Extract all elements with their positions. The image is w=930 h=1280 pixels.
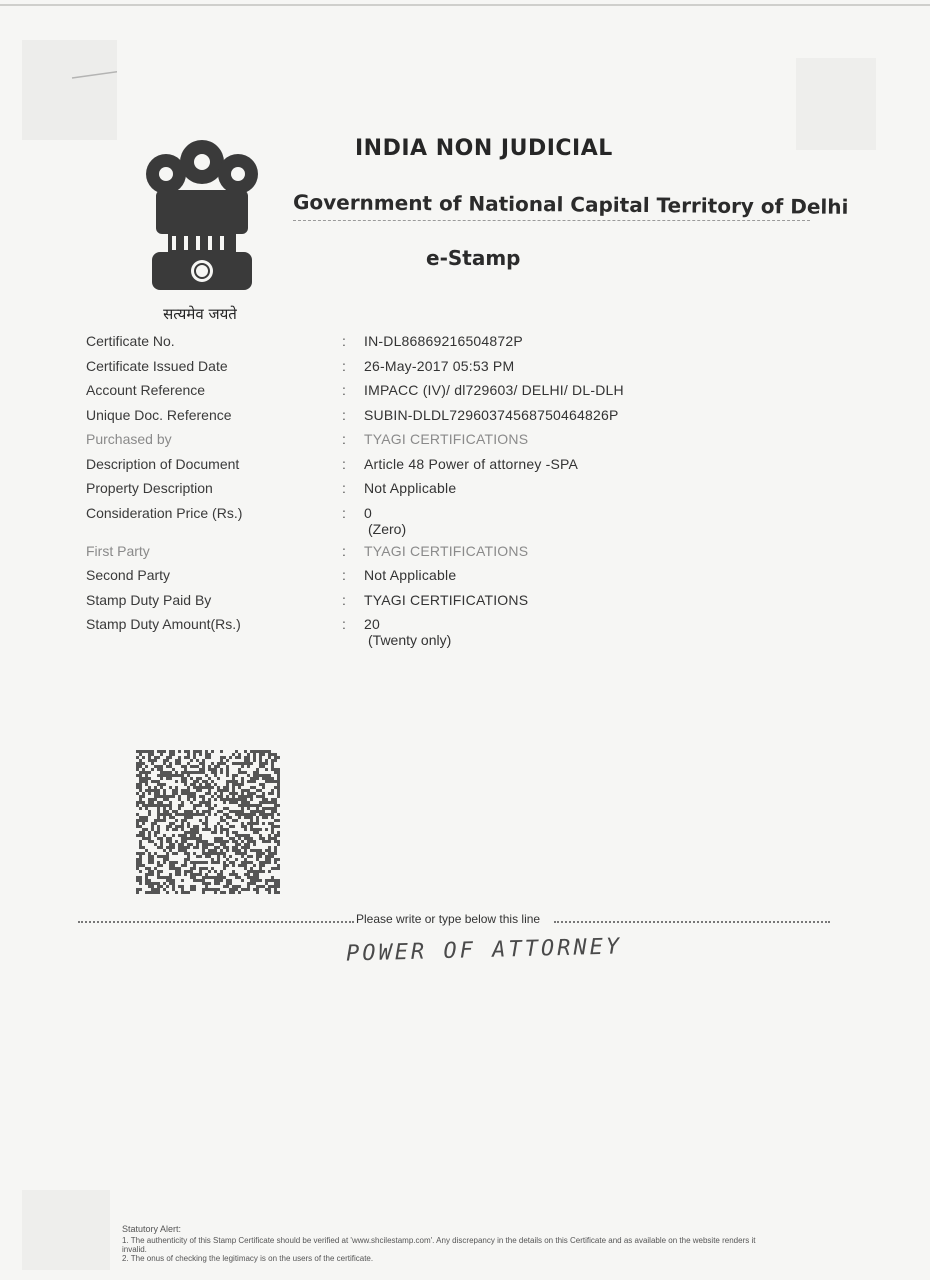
field-row-second-party [86, 567, 706, 592]
field-label: Description of Document [86, 455, 240, 472]
field-label: Property Description [86, 480, 213, 496]
write-below-divider [78, 912, 830, 926]
field-colon: : [342, 357, 346, 374]
field-label: First Party [86, 542, 150, 559]
handwritten-note: POWER OF ATTORNEY [345, 934, 623, 967]
field-value: 26-May-2017 05:53 PM [364, 357, 515, 374]
field-row-certificate-no [86, 333, 706, 358]
statutory-alert-item: 2. The onus of checking the legitimacy is on the users of the certificate. [122, 1254, 374, 1263]
field-label: Certificate No. [86, 333, 175, 349]
scan-noise-bottomleft [22, 1190, 110, 1270]
emblem-motto: सत्यमेव जयते [163, 305, 237, 323]
field-colon: : [342, 504, 346, 521]
document-title: INDIA NON JUDICIAL [355, 136, 613, 161]
field-value: IN-DL86869216504872P [364, 333, 523, 349]
field-colon: : [342, 382, 346, 398]
estamp-subtitle: e-Stamp [426, 246, 521, 270]
field-label: Purchased by [86, 431, 172, 447]
government-title-underline [293, 220, 810, 221]
divider-text: Please write or type below this line [356, 912, 541, 926]
field-value: Not Applicable [364, 567, 457, 583]
statutory-alert-item: 1. The authenticity of this Stamp Certificate should be verified at 'www.shcilestamp.com'. Any discrepancy in the details on this Certificate and as available on the website renders it invalid. [122, 1236, 756, 1254]
divider-dots-right [554, 921, 830, 923]
field-value: 0 [364, 504, 372, 521]
scan-noise-topleft [22, 40, 117, 140]
national-emblem-icon [138, 132, 266, 302]
field-colon: : [342, 455, 346, 472]
field-row-issued-date [86, 358, 706, 383]
field-label: Stamp Duty Amount(Rs.) [86, 616, 241, 632]
field-value: 20 [364, 616, 380, 632]
field-label: Unique Doc. Reference [86, 406, 232, 423]
field-value-words: (Zero) [368, 520, 407, 537]
field-row-property-description [86, 480, 706, 505]
field-label: Stamp Duty Paid By [86, 591, 212, 608]
divider-dots-left [78, 921, 354, 923]
field-value: Not Applicable [364, 480, 457, 496]
field-row-consideration-price [86, 505, 706, 543]
statutory-alert-title: Statutory Alert: [122, 1224, 182, 1234]
field-label: Consideration Price (Rs.) [86, 504, 243, 521]
government-title: Government of National Capital Territory of Delhi [292, 190, 849, 219]
field-value: Article 48 Power of attorney -SPA [364, 455, 579, 472]
qr-code-icon [136, 750, 280, 894]
field-label: Account Reference [86, 382, 206, 398]
field-label: Second Party [86, 567, 171, 583]
field-value-words: (Twenty only) [368, 632, 452, 648]
field-value: IMPACC (IV)/ dl729603/ DELHI/ DL-DLH [364, 382, 624, 398]
field-colon: : [342, 616, 346, 632]
field-label: Certificate Issued Date [86, 357, 228, 374]
scan-noise-topright [796, 58, 876, 150]
field-row-description-of-document [86, 456, 706, 481]
scan-top-edge [0, 4, 930, 6]
field-row-account-reference [86, 382, 706, 407]
field-colon: : [342, 542, 346, 559]
field-colon: : [342, 567, 346, 583]
field-value: SUBIN-DLDL72960374568750464826P [364, 406, 619, 423]
field-colon: : [342, 480, 346, 496]
field-row-stamp-duty-paid-by [86, 592, 706, 617]
field-colon: : [342, 406, 346, 423]
field-value: TYAGI CERTIFICATIONS [364, 431, 529, 447]
field-row-unique-doc-reference [86, 407, 706, 432]
field-row-purchased-by [86, 431, 706, 456]
field-value: TYAGI CERTIFICATIONS [364, 542, 529, 559]
field-colon: : [342, 591, 346, 608]
certificate-fields [86, 333, 706, 654]
field-row-stamp-duty-amount [86, 616, 706, 654]
field-row-first-party [86, 543, 706, 568]
statutory-alert [122, 1225, 782, 1263]
field-colon: : [342, 431, 346, 447]
field-colon: : [342, 333, 346, 349]
field-value: TYAGI CERTIFICATIONS [364, 591, 529, 608]
